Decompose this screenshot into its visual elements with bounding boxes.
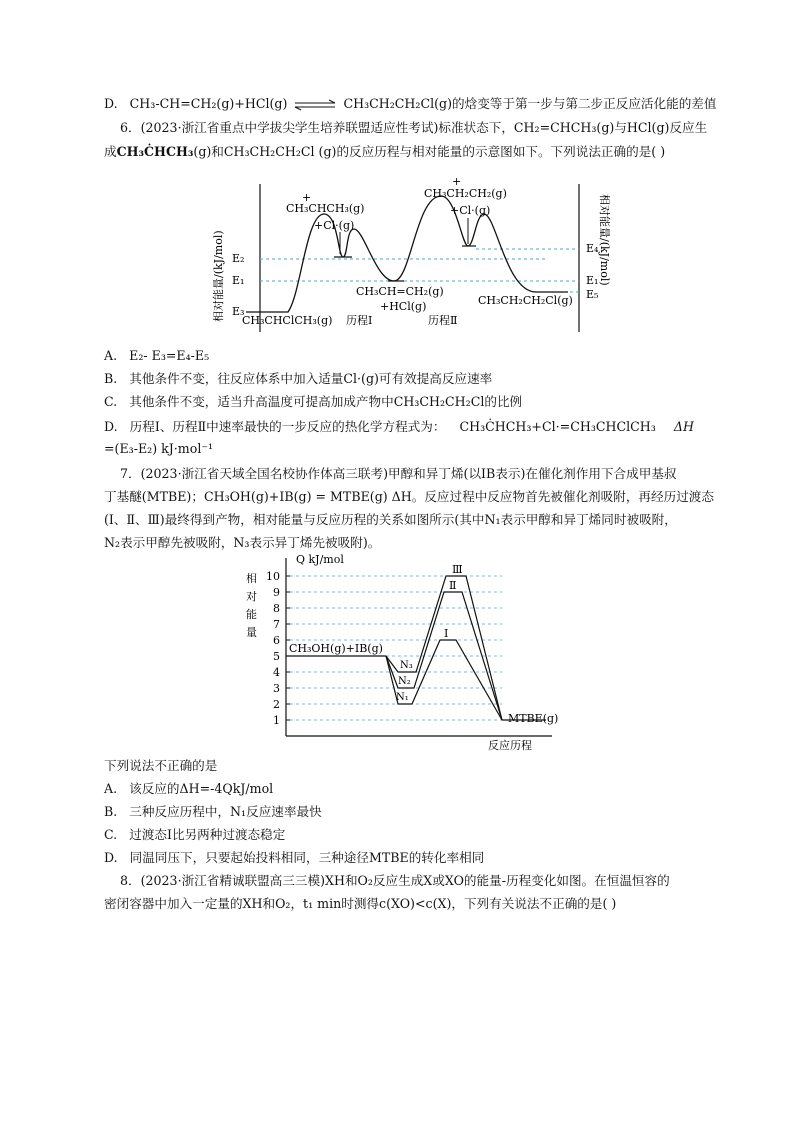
y-tick-label: 7 — [273, 618, 280, 631]
q6-energy-diagram — [206, 174, 611, 334]
end-label: MTBE(g) — [508, 712, 559, 725]
equilibrium-arrow-icon — [293, 100, 337, 110]
label-e5: E₅ — [586, 288, 599, 301]
option-label: B. — [104, 371, 118, 386]
option-text: 三种反应历程中，N₁反应速率最快 — [129, 804, 322, 819]
ylabel-char-3: 能 — [246, 608, 257, 621]
ylabel-left: 相对能量/(kJ/mol) — [212, 230, 225, 322]
int1-species: CH₃CHCH₃(g) — [286, 202, 365, 215]
option-text: 同温同压下，只要起始投料相同，三种途径MTBE的转化率相同 — [129, 850, 485, 865]
q6-option-d — [104, 418, 694, 436]
int2-species: CH₃CH₂CH₂(g) — [424, 187, 507, 200]
y-tick-label: 5 — [273, 650, 280, 663]
q6-option-c — [104, 393, 522, 411]
y-tick-label: 9 — [273, 586, 280, 599]
label-e2: E₂ — [232, 252, 245, 265]
option-label: C. — [104, 827, 118, 842]
ylabel-char-4: 量 — [246, 626, 257, 639]
radical-species: CH₃ĊHCH₃ — [116, 144, 194, 159]
option-text: 历程Ⅰ、历程Ⅱ中速率最快的一步反应的热化学方程式为： — [129, 419, 446, 434]
equation-lhs: CH₃-CH=CH₂(g)+HCl(g) — [129, 96, 288, 111]
q6-option-d-line2: =(E₃-E₂) kJ·mol⁻¹ — [104, 441, 214, 456]
label-e4: E₄ — [586, 242, 599, 255]
q7-stem-line1: 7．(2023·浙江省天域全国名校协作体高三联考)甲醇和异丁烯(以IB表示)在催化剂作用下合成甲基叔 — [120, 466, 677, 481]
q7-stem-line2: 丁基醚(MTBE)；CH₃OH(g)+IB(g) = MTBE(g) ΔH。反应过程中反应物首先被催化剂吸附，再经历过渡态 — [104, 489, 714, 504]
q7-prompt: 下列说法不正确的是 — [104, 758, 218, 773]
q7-energy-chart — [240, 552, 600, 752]
y-tick-label: 6 — [273, 634, 280, 647]
adsorbed-label-1: N₁ — [396, 692, 409, 703]
q7-stem-line3: (Ⅰ、Ⅱ、Ⅲ)最终得到产物，相对能量与反应历程的关系如图所示(其中N₁表示甲醇和异丁烯同时被吸附， — [104, 512, 677, 527]
label-e1-right: E₁ — [586, 274, 599, 287]
ts-label-3: Ⅲ — [452, 563, 463, 576]
q5-option-d — [104, 95, 716, 113]
q7-option-d — [104, 849, 484, 867]
adsorbed-label-3: N₃ — [400, 660, 413, 671]
q6-option-b — [104, 370, 492, 388]
option-label: C. — [104, 394, 118, 409]
int2-cl: +Cl·(g) — [450, 204, 491, 217]
path-1-label: 历程Ⅰ — [346, 314, 373, 327]
q6-stem-line2 — [104, 143, 665, 161]
q7-option-a — [104, 780, 273, 798]
option-text: 该反应的ΔH=-4QkJ/mol — [129, 781, 274, 796]
int1-cl: +Cl·(g) — [314, 219, 355, 232]
label-e1-left: E₁ — [232, 274, 245, 287]
end-species: CH₃CH₂CH₂Cl(g) — [478, 294, 573, 307]
q7-option-b — [104, 803, 322, 821]
ts-label-1: Ⅰ — [444, 627, 449, 640]
mid-hcl: +HCl(g) — [380, 300, 427, 313]
equation-lhs: CH₃ĊHCH₃+Cl·=CH₃CHClCH₃ — [459, 419, 656, 434]
adsorbed-label-2: N₂ — [398, 676, 411, 687]
y-tick-label: 3 — [273, 682, 280, 695]
y-tick-label: 4 — [273, 666, 280, 679]
option-text: 过渡态Ⅰ比另两种过渡态稳定 — [129, 827, 286, 842]
q6-stem-line1: 6．(2023·浙江省重点中学拔尖学生培养联盟适应性考试)标准状态下，CH₂=CHCH₃(g)与HCl(g)反应生 — [120, 120, 708, 135]
option-label: A. — [104, 781, 118, 796]
ts-label-2: Ⅱ — [449, 579, 457, 592]
x-axis-label: 反应历程 — [488, 739, 532, 752]
y-unit-label: Q kJ/mol — [296, 553, 344, 566]
q7-option-c — [104, 826, 285, 844]
y-tick-label: 1 — [273, 714, 280, 727]
option-label: B. — [104, 804, 118, 819]
stem-text: 成 — [104, 144, 117, 159]
ylabel-char-1: 相 — [246, 572, 257, 585]
ylabel-right: 相对能量/(kJ/mol) — [598, 194, 611, 286]
y-tick-label: 10 — [266, 570, 280, 583]
start-label: CH₃OH(g)+IB(g) — [289, 642, 383, 655]
path-2-label: 历程Ⅱ — [428, 314, 458, 327]
q8-stem-line1: 8．(2023·浙江省精诚联盟高三三模)XH和O₂反应生成X或XO的能量-历程变化如图。在恒温恒容的 — [120, 873, 670, 888]
option-label: A. — [104, 348, 118, 363]
q6-option-a — [104, 347, 209, 365]
q8-stem-line2: 密闭容器中加入一定量的XH和O₂，t₁ min时测得c(XO)<c(X)，下列有关说法不正确的是( ) — [104, 896, 617, 911]
option-label: D. — [104, 419, 118, 434]
option-label: D. — [104, 96, 118, 111]
option-text: 其他条件不变，适当升高温度可提高加成产物中CH₃CH₂CH₂Cl的比例 — [129, 394, 523, 409]
y-tick-label: 8 — [273, 602, 280, 615]
option-text: E₂- E₃=E₄-E₅ — [129, 348, 210, 363]
label-e3: E₃ — [232, 305, 245, 318]
y-tick-label: 2 — [273, 698, 280, 711]
option-text: 其他条件不变，往反应体系中加入适量Cl·(g)可有效提高反应速率 — [129, 371, 493, 386]
radical-dot-1: + — [302, 191, 312, 204]
option-label: D. — [104, 850, 118, 865]
equation-rhs: CH₃CH₂CH₂Cl(g)的焓变等于第一步与第二步正反应活化能的差值 — [343, 96, 717, 111]
radical-dot-2: + — [452, 175, 462, 188]
mid-species: CH₃CH=CH₂(g) — [356, 285, 444, 298]
delta-h: ΔH — [673, 419, 694, 434]
q7-stem-line4: N₂表示甲醇先被吸附，N₃表示异丁烯先被吸附)。 — [104, 535, 381, 550]
ylabel-char-2: 对 — [246, 590, 257, 603]
stem-text: (g)和CH₃CH₂CH₂Cl (g)的反应历程与相对能量的示意图如下。下列说法正确的是( ) — [193, 144, 666, 159]
start-species: CH₃CHClCH₃(g) — [242, 314, 333, 327]
